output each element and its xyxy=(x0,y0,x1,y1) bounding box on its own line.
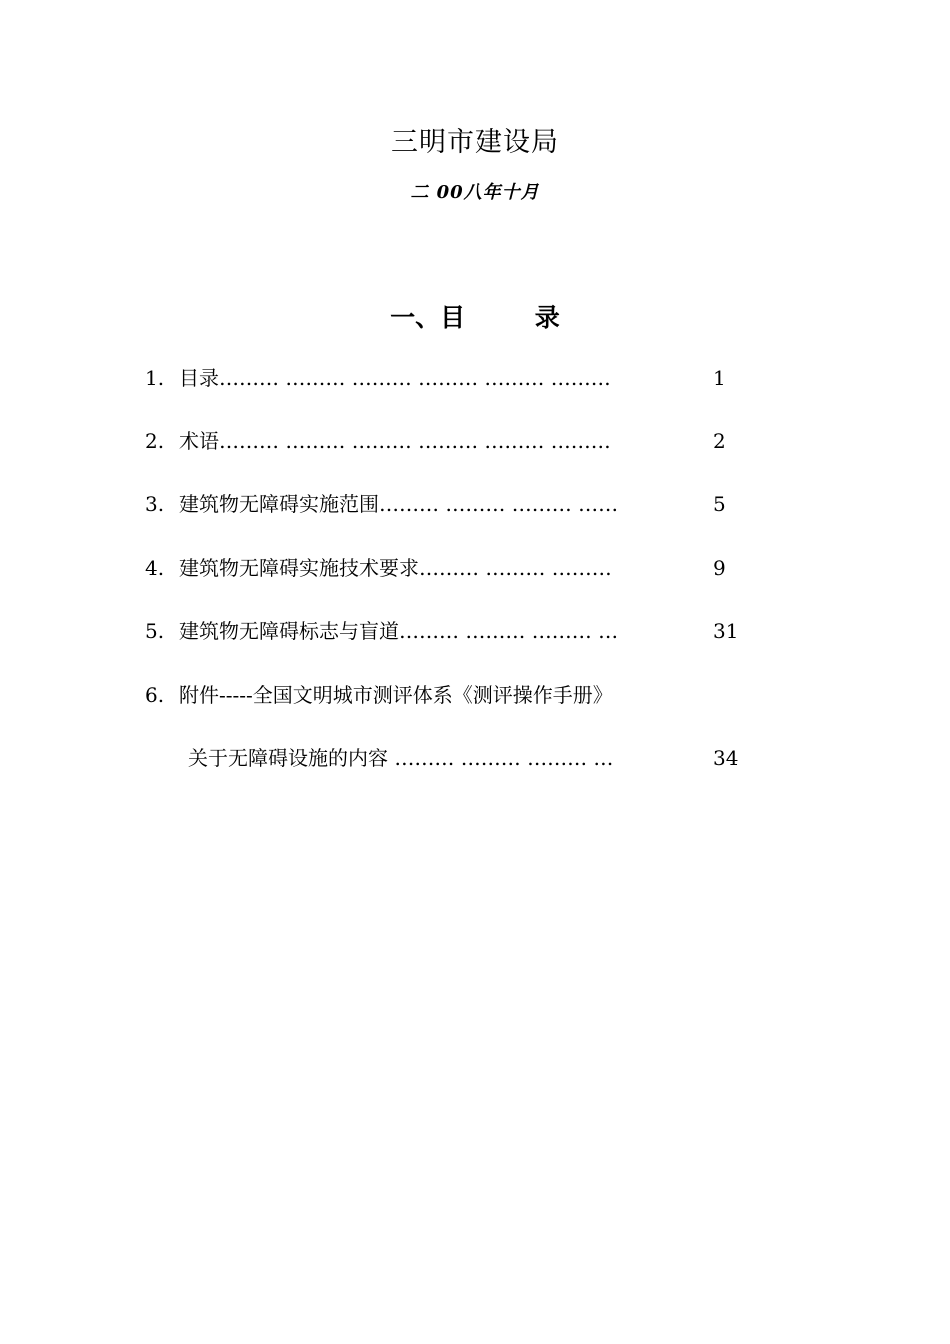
toc-entry-number: 5. xyxy=(145,619,165,643)
document-date: 二 00八年十月 xyxy=(410,182,540,203)
toc-entry-number: 4. xyxy=(145,556,165,580)
toc-entry-title: 建筑物无障碍实施技术要求……… ……… ……… xyxy=(179,556,612,580)
toc-entry-number: 2. xyxy=(145,429,165,453)
toc-entry-number: 1. xyxy=(145,366,165,390)
toc-entry-3[interactable] xyxy=(145,484,765,524)
toc-entry-title: 目录……… ……… ……… ……… ……… ……… xyxy=(179,366,611,390)
toc-heading: 一、目 录 xyxy=(390,303,560,332)
toc-entry-2[interactable] xyxy=(145,421,765,461)
toc-entry-title: 建筑物无障碍标志与盲道……… ……… ……… … xyxy=(179,619,619,643)
toc-entry-page: 2 xyxy=(713,429,726,453)
toc-entry-page: 5 xyxy=(713,492,726,516)
toc-entry-6[interactable] xyxy=(145,675,765,715)
toc-entry-page: 9 xyxy=(713,556,726,580)
toc-entry-page: 1 xyxy=(713,366,726,390)
toc-entry-number: 6. xyxy=(145,683,165,707)
toc-entry-page: 34 xyxy=(713,746,739,770)
toc-entry-title: 术语……… ……… ……… ……… ……… ……… xyxy=(179,429,611,453)
toc-entry-title: 关于无障碍设施的内容 ……… ……… ……… … xyxy=(188,746,614,770)
toc-entry-page: 31 xyxy=(713,619,739,643)
toc-entry-5[interactable] xyxy=(145,611,765,651)
toc-entry-6-continuation[interactable] xyxy=(145,738,765,778)
organization-name: 三明市建设局 xyxy=(391,127,559,158)
toc-entry-1[interactable] xyxy=(145,358,765,398)
toc-entry-number: 3. xyxy=(145,492,165,516)
toc-entry-4[interactable] xyxy=(145,548,765,588)
toc-entry-title: 建筑物无障碍实施范围……… ……… ……… …… xyxy=(179,492,619,516)
toc-entry-title: 附件-----全国文明城市测评体系《测评操作手册》 xyxy=(179,683,613,707)
